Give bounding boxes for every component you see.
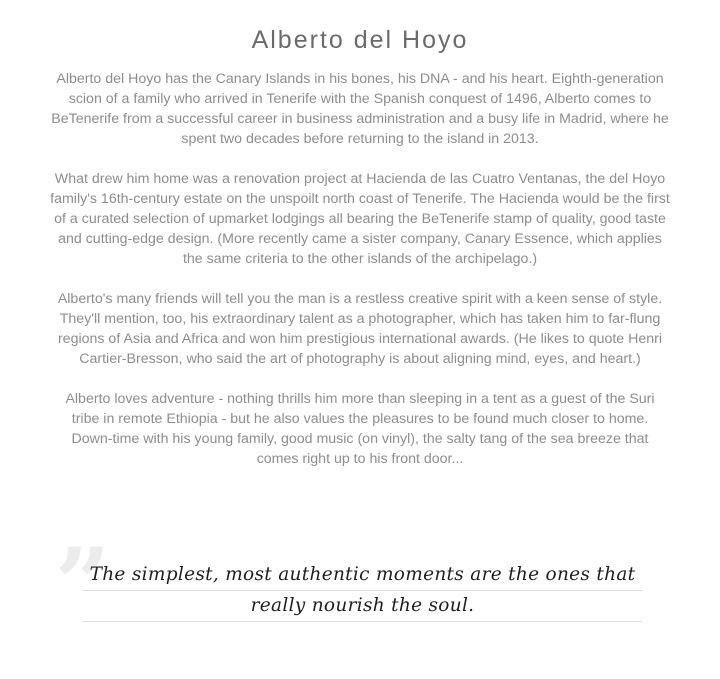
- quote-line-1: The simplest, most authentic moments are the ones that: [83, 559, 642, 591]
- page-title: Alberto del Hoyo: [251, 26, 469, 54]
- biography: [50, 69, 670, 489]
- bio-paragraph-2: What drew him home was a renovation project at Hacienda de las Cuatro Ventanas, the del Hoyo family's 16th-century estate on the unspoilt north coast of Tenerife. The Hacienda would be the first of a curated selection of upmarket lodgings all bearing the BeTenerife stamp of quality, good taste and cutting-edge design. (More recently came a sister company, Canary Essence, which applies the same criteria to the other islands of the archipelago.): [50, 171, 670, 267]
- bio-paragraph-4: Alberto loves adventure - nothing thrills him more than sleeping in a tent as a guest of the Suri tribe in remote Ethiopia - but he also values the pleasures to be found much closer to home. Down-time with his young family, good music (on vinyl), the salty tang of the sea breeze that comes right up to his front door...: [65, 391, 655, 467]
- pull-quote: [55, 527, 655, 640]
- bio-paragraph-3: Alberto's many friends will tell you the man is a restless creative spirit with a keen sense of style. They'll mention, too, his extraordinary talent as a photographer, which has taken him to far-flung regions of Asia and Africa and won him prestigious international awards. (He likes to quote Henri Cartier-Bresson, who said the art of photography is about aligning mind, eyes, and heart.): [57, 291, 663, 367]
- quotation-mark-icon: ”: [55, 527, 111, 640]
- bio-paragraph-1: Alberto del Hoyo has the Canary Islands in his bones, his DNA - and his heart. Eighth-generation scion of a family who arrived in Tenerife with the Spanish conquest of 1496, Alberto comes to BeTenerife from a successful career in business administration and a busy life in Madrid, where he spent two decades before returning to the island in 2013.: [51, 71, 669, 147]
- quote-line-2: really nourish the soul.: [83, 590, 642, 622]
